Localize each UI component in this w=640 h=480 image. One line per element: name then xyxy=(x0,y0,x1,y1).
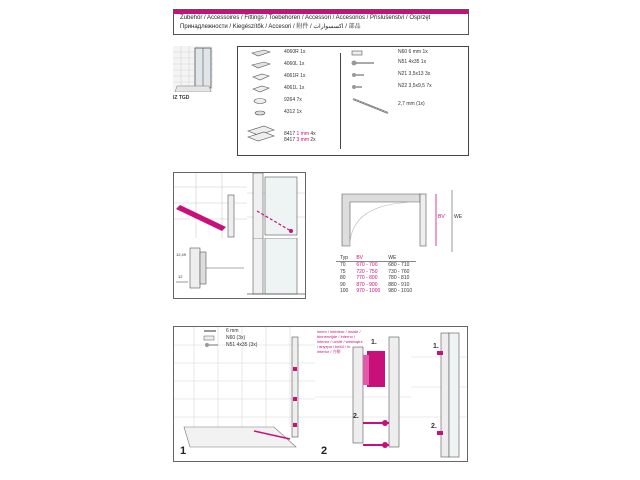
profile-4060l-icon xyxy=(250,61,272,69)
acc-code-4061r: 4061R 1x xyxy=(284,73,306,79)
screw-n51-icon xyxy=(350,59,380,67)
size-table-col-typ: Typ xyxy=(336,255,352,262)
detail-panel-section xyxy=(173,238,249,299)
dim-bv-label: BV xyxy=(438,214,445,220)
section-detail-drawing xyxy=(174,238,248,298)
size-table-col-we: WE xyxy=(384,255,416,262)
step3-mark2: 2. xyxy=(431,423,437,430)
acc-code-4060l: 4060L 1x xyxy=(284,61,305,67)
table-row: 80 770 - 800 780 - 810 xyxy=(340,275,410,282)
step1-number: 1 xyxy=(180,445,187,457)
drill-bit-icon xyxy=(350,95,392,117)
accessories-divider xyxy=(340,53,341,149)
acc-code-4061l: 4061L 1x xyxy=(284,85,305,91)
seal-4312-icon xyxy=(250,109,272,117)
step1-dowel-label: N60 (3x) xyxy=(226,335,246,341)
table-row: 70 670 - 700 680 - 710 xyxy=(340,262,410,269)
acc-code-drill: 2,7 mm (1x) xyxy=(398,101,425,107)
plan-view-drawing xyxy=(336,190,466,256)
door-lower-drawing xyxy=(247,238,305,298)
acc-code-4312: 4312 1x xyxy=(284,109,302,115)
dim-we-label: WE xyxy=(454,214,463,220)
cap-9264-icon xyxy=(250,97,272,105)
screw-n21-icon xyxy=(350,71,380,79)
section-dim-2: 12 xyxy=(178,274,183,279)
door-detail-drawing xyxy=(247,173,305,239)
detail-panel-door-lower xyxy=(247,238,306,299)
acc-code-n60: N60 6 mm 1x xyxy=(398,49,428,55)
step3-mark1: 1. xyxy=(433,343,439,350)
step1-screw-label: N51 4x35 (3x) xyxy=(226,342,258,348)
acc-code-4060r: 4060R 1x xyxy=(284,49,306,55)
plan-view xyxy=(336,190,466,256)
screw-n22-icon xyxy=(350,83,380,91)
acc-code-n21: N21 3,5x13 3x xyxy=(398,71,431,77)
cap-4061l-icon xyxy=(250,85,272,93)
detail-panel-profile xyxy=(173,172,249,240)
size-table xyxy=(336,255,416,294)
header-box xyxy=(173,9,469,35)
header-accent-band xyxy=(174,10,468,14)
size-table-col-bv: BV xyxy=(352,255,384,262)
product-thumbnail xyxy=(173,46,213,92)
shim-8417-icon xyxy=(246,123,276,143)
header-title-line2: Принадлежности / Kiegészítők / Accesori / 附件 / اكسسوارات / 部品 xyxy=(180,24,361,30)
table-row: 75 720 - 750 730 - 760 xyxy=(340,268,410,275)
profile-detail-drawing xyxy=(174,173,248,239)
step3-drawing xyxy=(411,327,467,461)
step2-inside-note: innen / intérieur / inside / binnenzijde / interno / interior / uvnitř / wewnątrz / внутри / belül / în interior / 内侧 xyxy=(317,329,363,354)
step3-panel xyxy=(411,326,468,462)
acc-code-8417-1mm: 8417 1 mm 4x xyxy=(284,131,316,137)
profile-4060r-icon xyxy=(250,49,272,57)
detail-panel-door xyxy=(247,172,306,240)
step1-drill-label: 6 mm xyxy=(226,328,239,334)
header-title-line1: Zubehör / Accessoires / Fittings / Toebehoren / Accessori / Accesorios / Příslušenství / Osprzęt xyxy=(180,15,431,21)
size-table-header xyxy=(336,255,416,262)
dowel-n60-icon xyxy=(350,49,380,57)
cap-4061r-icon xyxy=(250,73,272,81)
step2-panel xyxy=(315,326,412,462)
table-row: 100 970 - 1000 980 - 1010 xyxy=(340,288,413,295)
step1-panel xyxy=(173,326,317,462)
table-row: 90 870 - 900 880 - 910 xyxy=(340,281,410,288)
acc-code-9264: 9264 7x xyxy=(284,97,302,103)
acc-code-n51: N51 4x35 1x xyxy=(398,59,427,65)
thumbnail-image xyxy=(173,46,213,92)
step2-number: 2 xyxy=(321,445,328,457)
step2-mark2: 2. xyxy=(353,413,359,420)
acc-code-n22: N22 3,5x9,5 7x xyxy=(398,83,432,89)
accessories-box xyxy=(237,46,469,156)
section-dim-1: 12,49 xyxy=(176,252,187,257)
thumbnail-caption: IZ TGD xyxy=(173,95,190,101)
acc-code-8417-3mm: 8417 3 mm 2x xyxy=(284,137,316,143)
step2-mark1: 1. xyxy=(371,339,377,346)
